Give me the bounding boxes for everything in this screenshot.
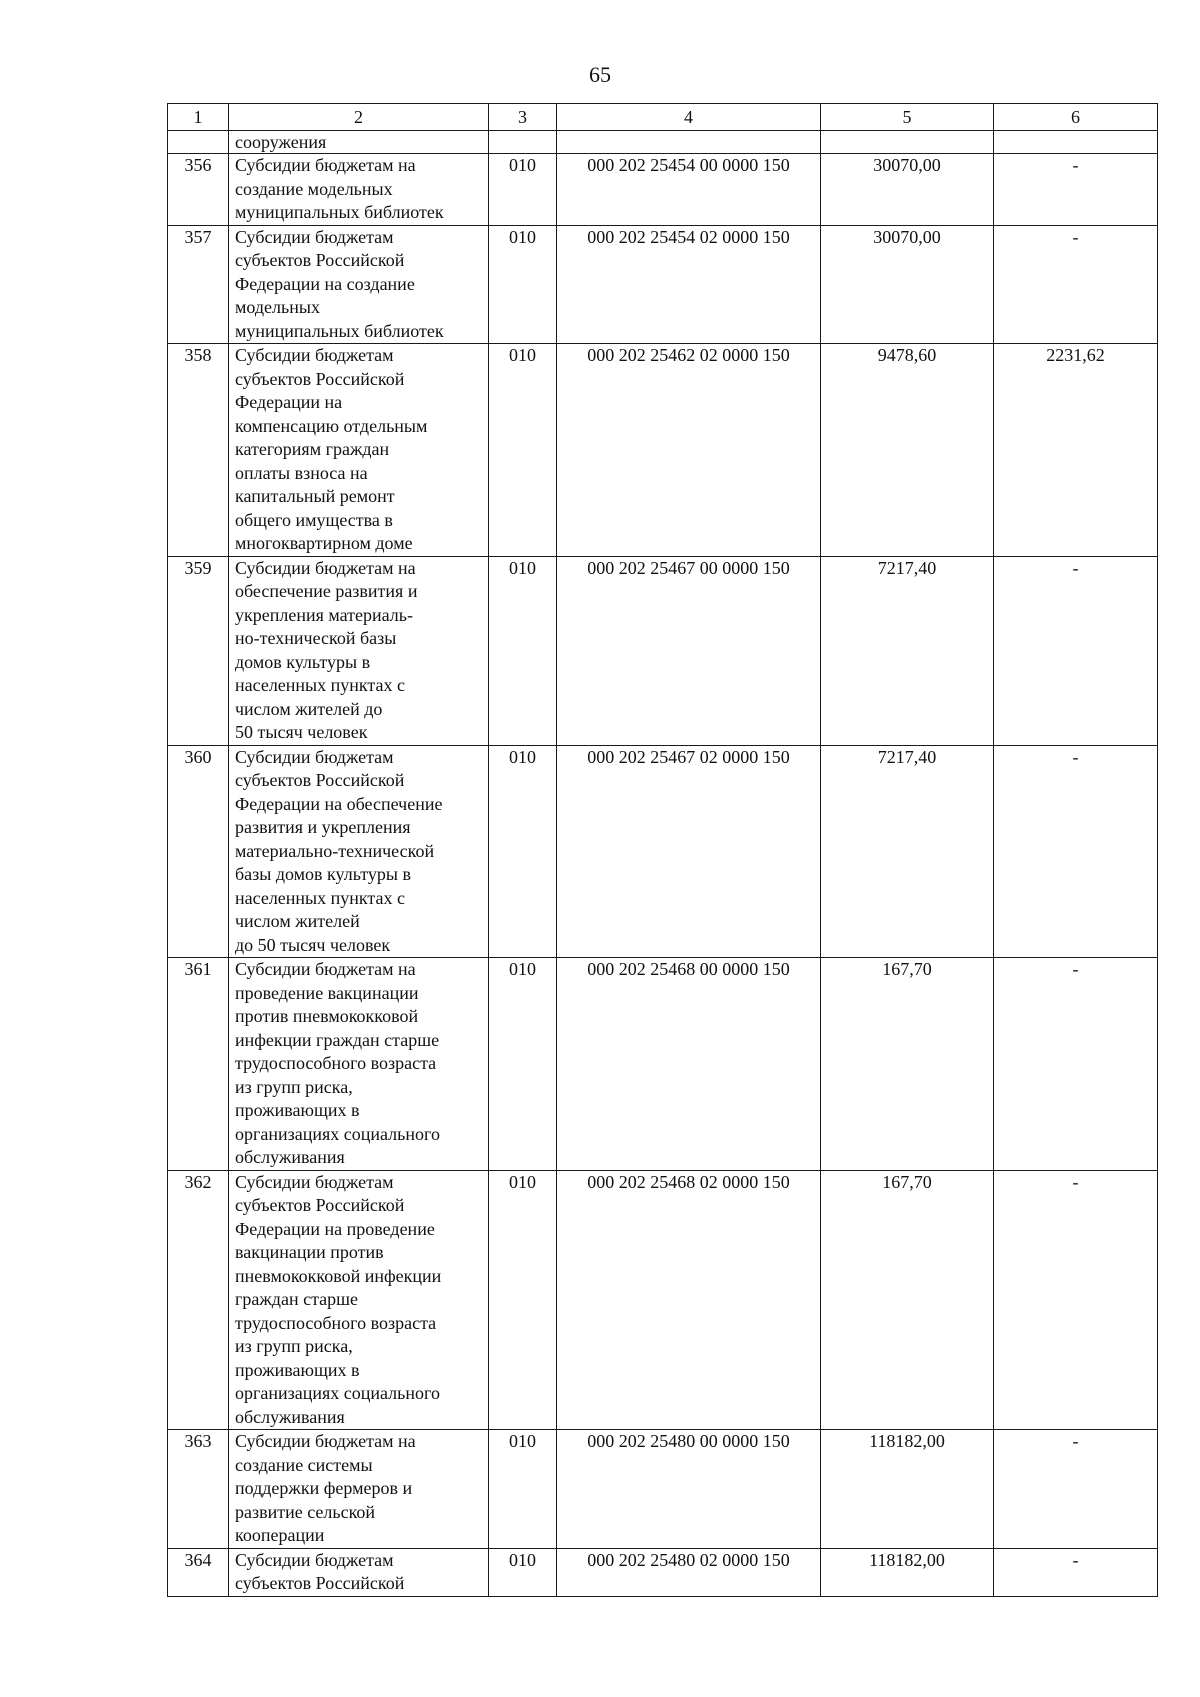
row-name-line: пневмококковой инфекции bbox=[235, 1265, 442, 1286]
row-budget-code: 000 202 25468 00 0000 150 bbox=[557, 958, 821, 1171]
table-row bbox=[168, 225, 1158, 344]
row-budget-code: 000 202 25462 02 0000 150 bbox=[557, 344, 821, 557]
row-name-line: субъектов Российской bbox=[235, 368, 405, 389]
row-amount: 118182,00 bbox=[821, 1430, 994, 1549]
row-admin-code: 010 bbox=[489, 344, 557, 557]
row-amount: 30070,00 bbox=[821, 225, 994, 344]
row-name bbox=[229, 225, 489, 344]
table-row bbox=[168, 1430, 1158, 1549]
row-name bbox=[229, 1170, 489, 1430]
row-other-amount: 2231,62 bbox=[994, 344, 1158, 557]
row-name-line: против пневмококковой bbox=[235, 1006, 419, 1026]
row-budget-code: 000 202 25480 00 0000 150 bbox=[557, 1430, 821, 1549]
row-name-line: модельных bbox=[235, 297, 320, 317]
row-name-line: субъектов Российской bbox=[235, 1573, 405, 1593]
row-name-line: инфекции граждан старше bbox=[235, 1029, 440, 1050]
row-number: 357 bbox=[168, 225, 229, 344]
row-admin-code: 010 bbox=[489, 556, 557, 745]
row-budget-code: 000 202 25467 02 0000 150 bbox=[557, 745, 821, 958]
table-row bbox=[168, 1548, 1158, 1596]
row-number: 361 bbox=[168, 958, 229, 1171]
row-name-line: граждан старше bbox=[235, 1289, 359, 1309]
row-amount: 7217,40 bbox=[821, 745, 994, 958]
row-other-amount: - bbox=[994, 556, 1158, 745]
row-name-line: развития и укрепления bbox=[235, 817, 411, 837]
row-name-line: кооперации bbox=[235, 1525, 325, 1545]
row-name-line: Федерации на проведение bbox=[235, 1218, 435, 1239]
row-name-line: проведение вакцинации bbox=[235, 982, 419, 1003]
row-number bbox=[168, 131, 229, 154]
row-name-line: домов культуры в bbox=[235, 651, 371, 672]
row-name-line: субъектов Российской bbox=[235, 250, 405, 270]
row-name-line: развитие сельской bbox=[235, 1501, 376, 1522]
row-name-line: создание системы bbox=[235, 1454, 373, 1475]
row-name-line: Федерации на создание bbox=[235, 273, 415, 294]
header-col-6: 6 bbox=[994, 104, 1158, 131]
header-col-3: 3 bbox=[489, 104, 557, 131]
header-row bbox=[168, 104, 1158, 131]
header-col-1: 1 bbox=[168, 104, 229, 131]
row-number: 360 bbox=[168, 745, 229, 958]
row-name-line: организациях социального bbox=[235, 1383, 440, 1403]
table-row bbox=[168, 745, 1158, 958]
row-number: 359 bbox=[168, 556, 229, 745]
row-name-line: проживающих в bbox=[235, 1100, 360, 1120]
row-name-line: но-технической базы bbox=[235, 628, 397, 648]
row-budget-code: 000 202 25454 02 0000 150 bbox=[557, 225, 821, 344]
row-amount: 7217,40 bbox=[821, 556, 994, 745]
row-name-line: числом жителей bbox=[235, 911, 360, 931]
row-name-line: трудоспособного возраста bbox=[235, 1053, 437, 1073]
row-amount: 9478,60 bbox=[821, 344, 994, 557]
row-name bbox=[229, 1548, 489, 1596]
continuation-row bbox=[168, 131, 1158, 154]
row-name-line: многоквартирном доме bbox=[235, 533, 413, 553]
row-name-line: материально-технической bbox=[235, 840, 435, 861]
row-name: сооружения bbox=[229, 131, 489, 154]
row-name-line: Субсидии бюджетам bbox=[235, 226, 394, 247]
row-budget-code: 000 202 25467 00 0000 150 bbox=[557, 556, 821, 745]
row-admin-code: 010 bbox=[489, 154, 557, 226]
row-other-amount: - bbox=[994, 958, 1158, 1171]
row-number: 363 bbox=[168, 1430, 229, 1549]
row-budget-code: 000 202 25480 02 0000 150 bbox=[557, 1548, 821, 1596]
header-col-4: 4 bbox=[557, 104, 821, 131]
row-name-line: субъектов Российской bbox=[235, 770, 405, 790]
row-name-line: Федерации на bbox=[235, 392, 343, 412]
row-name-line: Субсидии бюджетам bbox=[235, 1171, 394, 1192]
row-name bbox=[229, 556, 489, 745]
table-row bbox=[168, 958, 1158, 1171]
row-other-amount: - bbox=[994, 745, 1158, 958]
row-other-amount bbox=[994, 131, 1158, 154]
row-name-line: трудоспособного возраста bbox=[235, 1312, 437, 1333]
row-number: 362 bbox=[168, 1170, 229, 1430]
row-name-line: из групп риска, bbox=[235, 1076, 353, 1097]
row-name-line: Субсидии бюджетам bbox=[235, 746, 394, 767]
row-name-line: муниципальных библиотек bbox=[235, 320, 444, 341]
row-name-line: общего имущества в bbox=[235, 509, 393, 530]
row-name-line: населенных пунктах с bbox=[235, 675, 405, 695]
row-name-line: создание модельных bbox=[235, 178, 393, 199]
row-name-line: 50 тысяч человек bbox=[235, 722, 368, 742]
row-name bbox=[229, 344, 489, 557]
table-row bbox=[168, 154, 1158, 226]
row-amount bbox=[821, 131, 994, 154]
row-name-line: Субсидии бюджетам на bbox=[235, 155, 416, 175]
row-other-amount: - bbox=[994, 1170, 1158, 1430]
row-admin-code: 010 bbox=[489, 1430, 557, 1549]
row-name-line: Субсидии бюджетам на bbox=[235, 959, 416, 979]
row-name-line: Субсидии бюджетам на bbox=[235, 557, 416, 578]
row-name-line: числом жителей до bbox=[235, 698, 383, 719]
row-admin-code bbox=[489, 131, 557, 154]
table-row bbox=[168, 344, 1158, 557]
header-col-5: 5 bbox=[821, 104, 994, 131]
row-name bbox=[229, 154, 489, 226]
row-amount: 30070,00 bbox=[821, 154, 994, 226]
row-amount: 167,70 bbox=[821, 1170, 994, 1430]
row-name-line: базы домов культуры в bbox=[235, 864, 411, 884]
row-number: 364 bbox=[168, 1548, 229, 1596]
row-name-line: обслуживания bbox=[235, 1406, 345, 1427]
row-name-line: вакцинации против bbox=[235, 1242, 384, 1262]
table-body bbox=[168, 131, 1158, 1597]
row-other-amount: - bbox=[994, 225, 1158, 344]
row-amount: 118182,00 bbox=[821, 1548, 994, 1596]
row-name-line: обеспечение развития и bbox=[235, 581, 418, 601]
row-name-line: субъектов Российской bbox=[235, 1195, 405, 1215]
row-name-line: обслуживания bbox=[235, 1147, 345, 1167]
row-admin-code: 010 bbox=[489, 1170, 557, 1430]
header-col-2: 2 bbox=[229, 104, 489, 131]
row-admin-code: 010 bbox=[489, 1548, 557, 1596]
row-name-line: Субсидии бюджетам bbox=[235, 1549, 394, 1570]
row-admin-code: 010 bbox=[489, 225, 557, 344]
table-row bbox=[168, 1170, 1158, 1430]
row-name bbox=[229, 1430, 489, 1549]
row-budget-code: 000 202 25468 02 0000 150 bbox=[557, 1170, 821, 1430]
row-name-line: Субсидии бюджетам на bbox=[235, 1431, 416, 1451]
row-name-line: муниципальных библиотек bbox=[235, 202, 444, 222]
row-name-line: поддержки фермеров и bbox=[235, 1478, 413, 1498]
row-name-line: организациях социального bbox=[235, 1123, 440, 1144]
row-name bbox=[229, 745, 489, 958]
row-name-line: до 50 тысяч человек bbox=[235, 934, 391, 955]
row-budget-code bbox=[557, 131, 821, 154]
row-name-line: Субсидии бюджетам bbox=[235, 345, 394, 365]
row-name-line: населенных пунктах с bbox=[235, 887, 405, 908]
row-name-line: оплаты взноса на bbox=[235, 462, 368, 483]
row-name-line: категориям граждан bbox=[235, 439, 390, 459]
row-other-amount: - bbox=[994, 1430, 1158, 1549]
row-number: 356 bbox=[168, 154, 229, 226]
row-admin-code: 010 bbox=[489, 745, 557, 958]
budget-table bbox=[167, 103, 1158, 1597]
row-admin-code: 010 bbox=[489, 958, 557, 1171]
row-name-line: из групп риска, bbox=[235, 1336, 353, 1356]
row-name bbox=[229, 958, 489, 1171]
row-name-line: капитальный ремонт bbox=[235, 486, 395, 506]
table-row bbox=[168, 556, 1158, 745]
page-number: 65 bbox=[589, 62, 611, 87]
row-name-line: проживающих в bbox=[235, 1359, 360, 1380]
row-budget-code: 000 202 25454 00 0000 150 bbox=[557, 154, 821, 226]
row-amount: 167,70 bbox=[821, 958, 994, 1171]
row-other-amount: - bbox=[994, 154, 1158, 226]
row-other-amount: - bbox=[994, 1548, 1158, 1596]
row-name-line: укрепления материаль- bbox=[235, 604, 413, 625]
row-number: 358 bbox=[168, 344, 229, 557]
row-name-line: Федерации на обеспечение bbox=[235, 793, 443, 814]
row-name-line: компенсацию отдельным bbox=[235, 415, 428, 436]
